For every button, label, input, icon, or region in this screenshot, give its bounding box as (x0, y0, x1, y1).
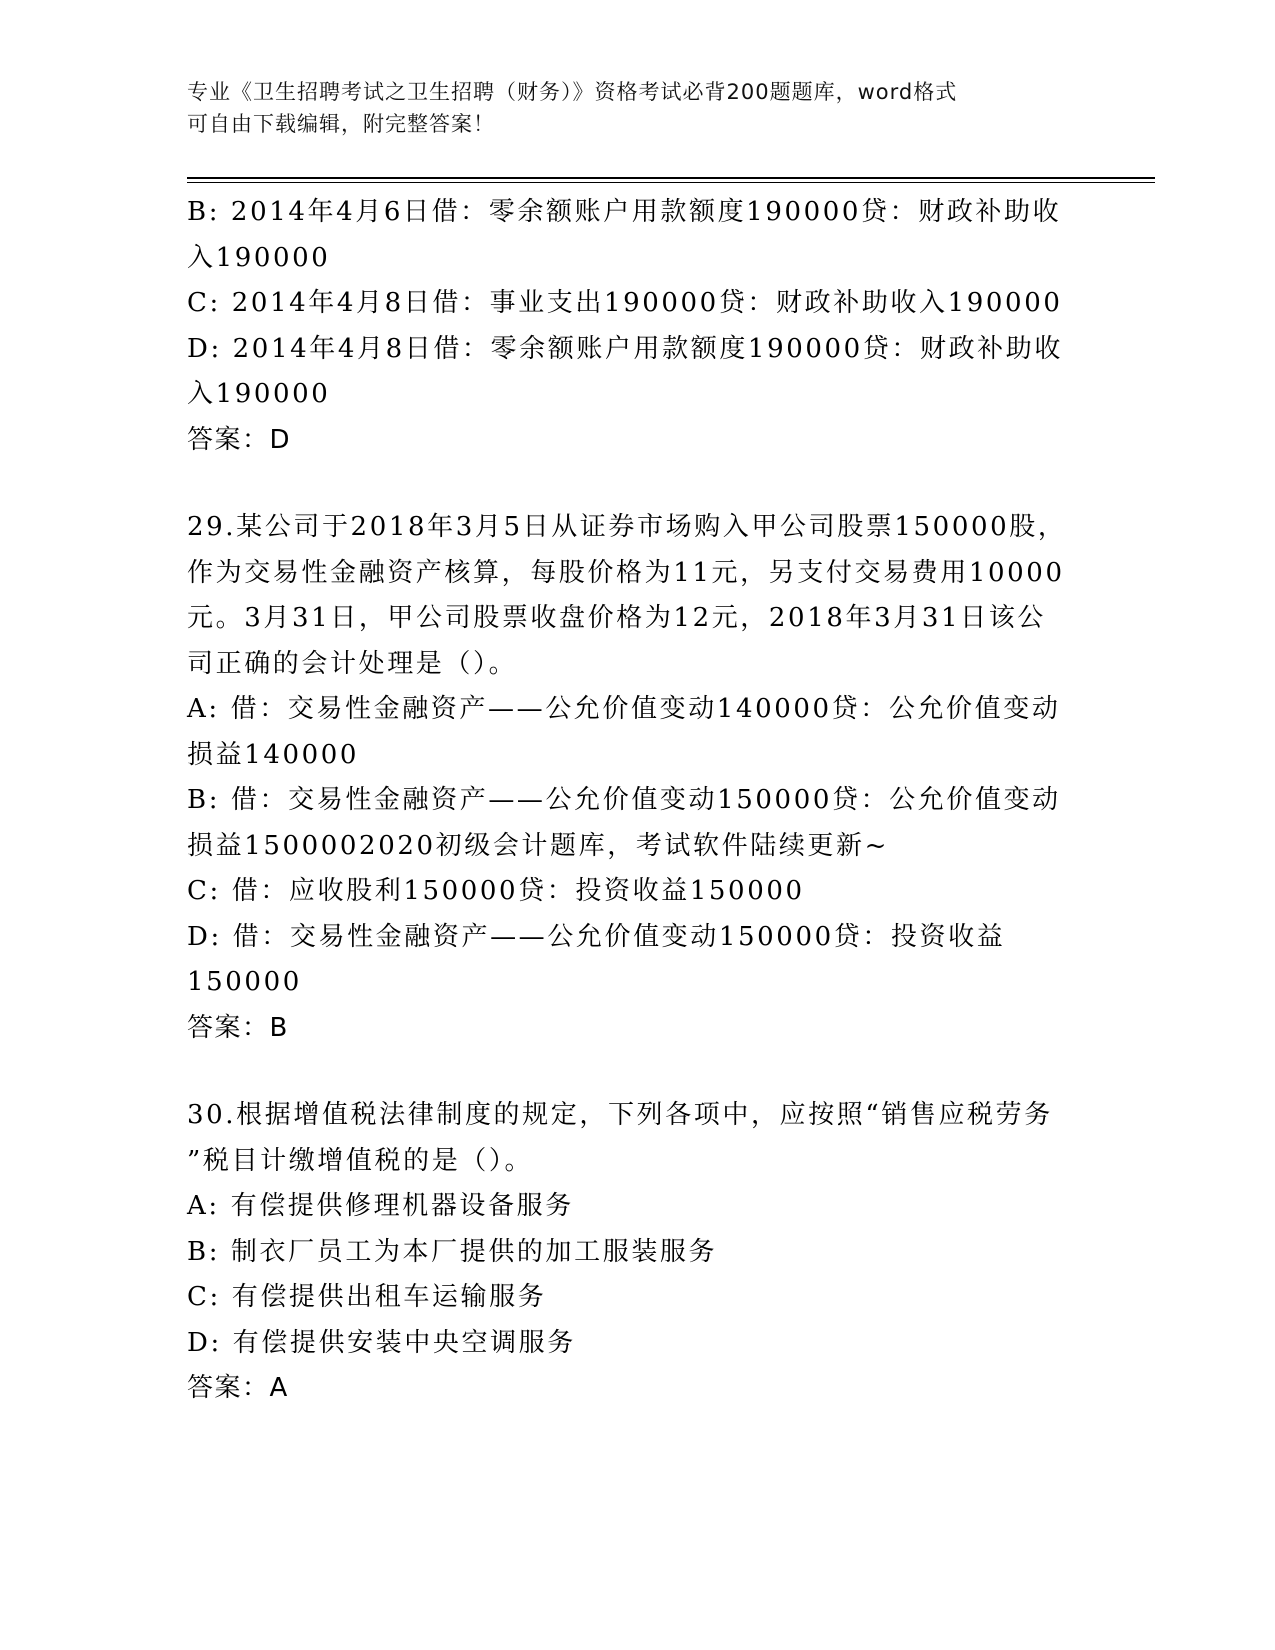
header-title-line-2: 可自由下载编辑，附完整答案！ (187, 112, 495, 136)
option-c: C: 借：应收股利150000贷：投资收益150000 (187, 876, 805, 906)
question-29 (187, 505, 1087, 1051)
question-stem-line: 30.根据增值税法律制度的规定，下列各项中，应按照“销售应税劳务 (187, 1100, 1053, 1130)
question-stem-line: ”税目计缴增值税的是（）。 (187, 1145, 534, 1176)
option-c: C: 有偿提供出租车运输服务 (187, 1282, 547, 1312)
spacer (187, 1051, 1087, 1093)
option-a: A: 借：交易性金融资产——公允价值变动140000贷：公允价值变动 (187, 694, 1061, 724)
answer-line: 答案：A (187, 1373, 289, 1403)
option-c: C: 2014年4月8日借：事业支出190000贷：财政补助收入190000 (187, 288, 1063, 318)
question-stem-line: 29.某公司于2018年3月5日从证券市场购入甲公司股票150000股， (187, 512, 1067, 542)
option-d-continued: 150000 (187, 967, 302, 997)
option-a-continued: 损益140000 (187, 739, 360, 770)
question-stem-line: 元。3月31日，甲公司股票收盘价格为12元，2018年3月31日该公 (187, 603, 1046, 633)
previous-question-block (187, 190, 1087, 463)
question-stem-line: 司正确的会计处理是（）。 (187, 648, 518, 679)
answer-line: 答案：B (187, 1012, 289, 1043)
option-d: D: 借：交易性金融资产——公允价值变动150000贷：投资收益 (187, 921, 1006, 952)
header-divider-thick (187, 177, 1155, 179)
document-body (187, 190, 1087, 1412)
option-a: A: 有偿提供修理机器设备服务 (187, 1191, 574, 1221)
spacer (187, 463, 1087, 505)
header-divider-thin (187, 182, 1155, 183)
option-b: B: 借：交易性金融资产——公允价值变动150000贷：公允价值变动 (187, 785, 1061, 815)
option-d-continued: 入190000 (187, 379, 331, 409)
option-b: B: 制衣厂员工为本厂提供的加工服装服务 (187, 1236, 718, 1267)
option-b-continued: 损益1500002020初级会计题库，考试软件陆续更新~ (187, 830, 890, 861)
question-stem-line: 作为交易性金融资产核算，每股价格为11元，另支付交易费用10000 (187, 557, 1065, 588)
option-d: D: 2014年4月8日借：零余额账户用款额度190000贷：财政补助收 (187, 333, 1063, 364)
header-title-line-1: 专业《卫生招聘考试之卫生招聘（财务）》资格考试必背200题题库，word格式 (187, 80, 958, 104)
answer-line: 答案：D (187, 424, 292, 455)
option-b-continued: 入190000 (187, 242, 331, 273)
option-b: B: 2014年4月6日借：零余额账户用款额度190000贷：财政补助收 (187, 197, 1062, 227)
question-30 (187, 1093, 1087, 1412)
option-d: D: 有偿提供安装中央空调服务 (187, 1327, 576, 1358)
page-header (187, 76, 1067, 140)
